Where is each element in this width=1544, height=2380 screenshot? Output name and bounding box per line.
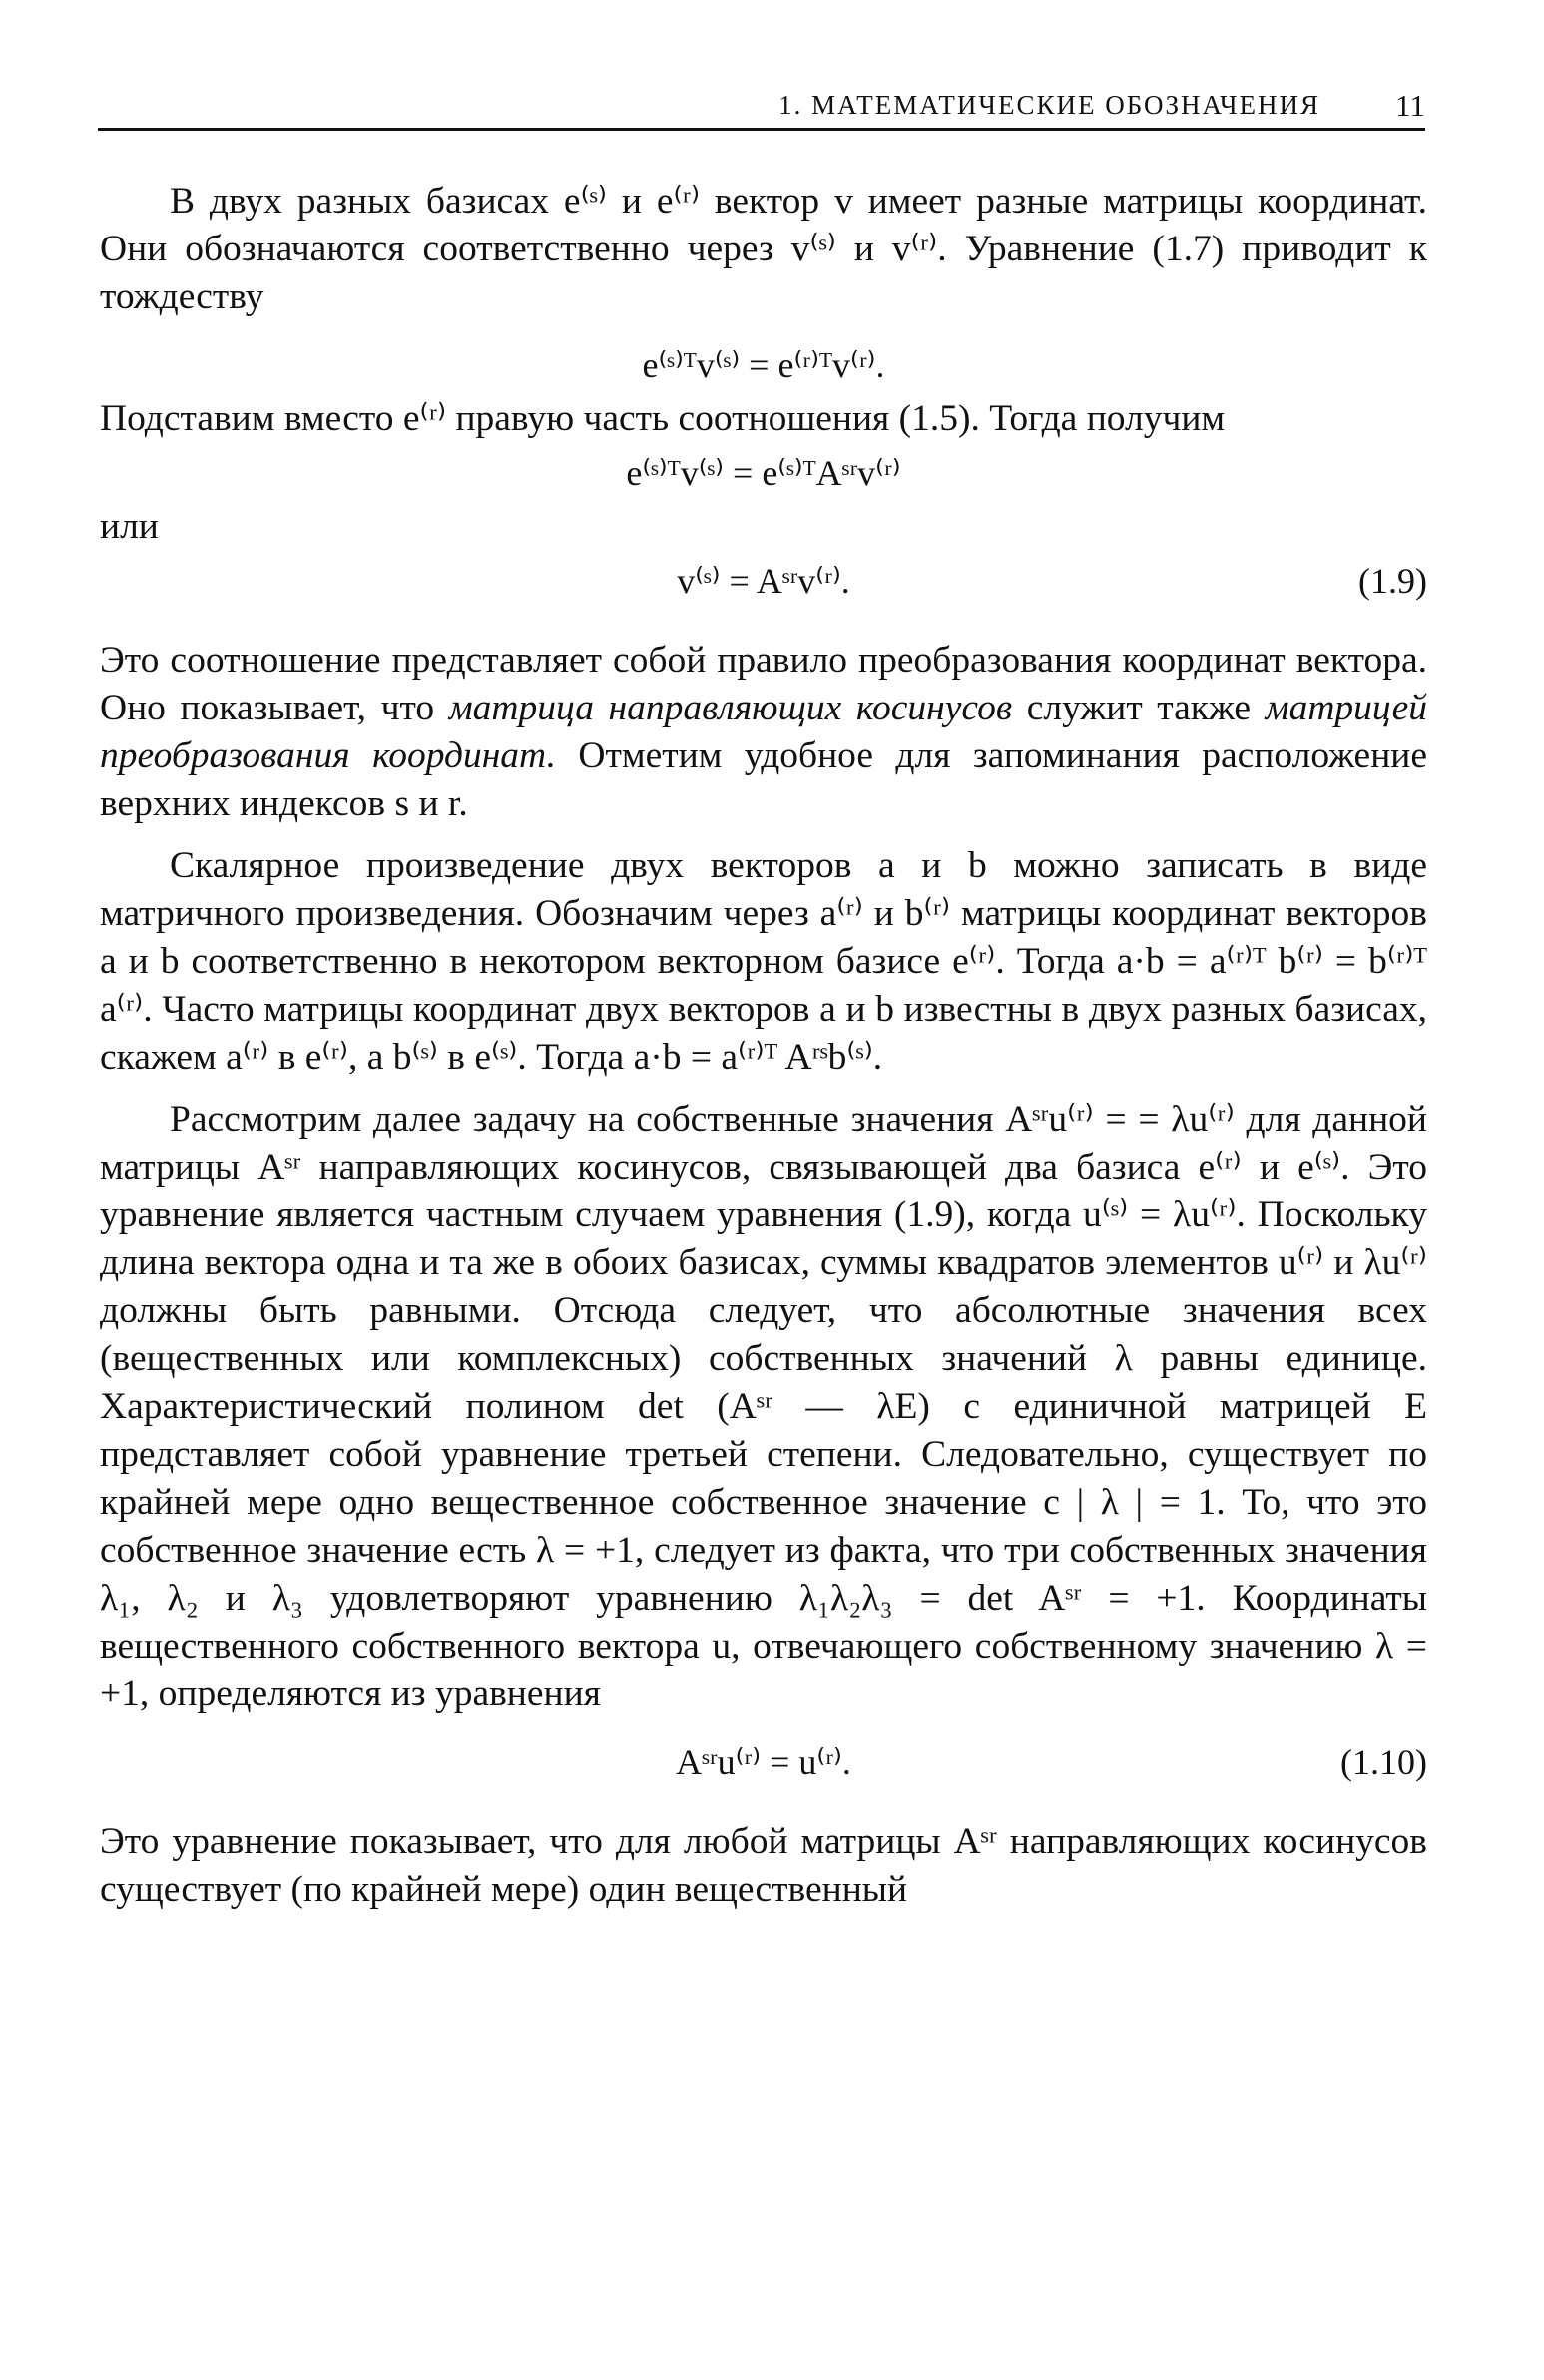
equation-substitution-expr: e⁽ˢ⁾ᵀv⁽ˢ⁾ = e⁽ˢ⁾ᵀAˢʳv⁽ʳ⁾: [626, 453, 901, 493]
chapter-title: 1. МАТЕМАТИЧЕСКИЕ ОБОЗНАЧЕНИЯ: [778, 90, 1320, 120]
paragraph-1: В двух разных базисах e⁽ˢ⁾ и e⁽ʳ⁾ вектор v имеет разные матрицы координат. Они обозначаются соответственно через v⁽ˢ⁾ и v⁽ʳ⁾. Уравнение (1.7) приводит к тождеству: [100, 181, 1427, 317]
emphasis-direction-cosines: матрица направляющих косинусов: [448, 688, 1013, 728]
equation-number-1-9: (1.9): [1358, 561, 1427, 601]
paragraph-4: Это соотношение представляет собой правило преобразования координат вектора. Оно показывает, что матрица направляющих косинусов служит также матрицей преобразования координат. Отметим удобное для запоминания расположение верхних индексов s и r.: [100, 640, 1427, 824]
paragraph-or: или: [100, 506, 159, 547]
equation-substitution: [100, 443, 1427, 503]
paragraph-5: Скалярное произведение двух векторов a и b можно записать в виде матричного произведения. Обозначим через a⁽ʳ⁾ и b⁽ʳ⁾ матрицы координат векторов a и b соответственно в некотором векторном базисе e⁽ʳ⁾. Тогда a·b = a⁽ʳ⁾ᵀ b⁽ʳ⁾ = b⁽ʳ⁾ᵀ a⁽ʳ⁾. Часто матрицы координат двух векторов a и b известны в двух разных базисах, скажем a⁽ʳ⁾ в e⁽ʳ⁾, а b⁽ˢ⁾ в e⁽ˢ⁾. Тогда a·b = a⁽ʳ⁾ᵀ Aʳˢb⁽ˢ⁾.: [100, 845, 1427, 1078]
page-body: [100, 178, 1427, 1914]
equation-number-1-10: (1.10): [1340, 1742, 1427, 1782]
emphasis-transformation-matrix: матрицей преобразования координат.: [100, 688, 1427, 776]
equation-1-9-expr: v⁽ˢ⁾ = Aˢʳv⁽ʳ⁾.: [677, 561, 850, 601]
paragraph-7: Это уравнение показывает, что для любой матрицы Aˢʳ направляющих косинусов существует (по крайней мере) один вещественный: [100, 1821, 1427, 1910]
paragraph-6: Рассмотрим далее задачу на собственные значения Aˢʳu⁽ʳ⁾ = = λu⁽ʳ⁾ для данной матрицы Aˢʳ направляющих косинусов, связывающей два базиса e⁽ʳ⁾ и e⁽ˢ⁾. Это уравнение является частным случаем уравнения (1.9), когда u⁽ˢ⁾ = λu⁽ʳ⁾. Поскольку длина вектора одна и та же в обоих базисах, суммы квадратов элементов u⁽ʳ⁾ и λu⁽ʳ⁾ должны быть равными. Отсюда следует, что абсолютные значения всех (вещественных или комплексных) собственных значений λ равны единице. Характеристический полином det (Aˢʳ — λE) с единичной матрицей E представляет собой уравнение третьей степени. Следовательно, существует по крайней мере одно вещественное собственное значение с | λ | = 1. То, что это собственное значение есть λ = +1, следует из факта, что три собственных значения λ₁, λ₂ и λ₃ удовлетворяют уравнению λ₁λ₂λ₃ = det Aˢʳ = +1. Координаты вещественного собственного вектора u, отвечающего собственному значению λ = +1, определяются из уравнения: [100, 1099, 1427, 1714]
equation-identity-expr: e⁽ˢ⁾ᵀv⁽ˢ⁾ = e⁽ʳ⁾ᵀv⁽ʳ⁾.: [642, 345, 885, 385]
equation-identity: [100, 335, 1427, 395]
equation-1-10-expr: Aˢʳu⁽ʳ⁾ = u⁽ʳ⁾.: [676, 1742, 851, 1782]
page-number: 11: [1395, 88, 1425, 123]
paragraph-2: Подставим вместо e⁽ʳ⁾ правую часть соотношения (1.5). Тогда получим: [100, 398, 1226, 439]
equation-1-9: [100, 551, 1427, 611]
equation-1-10: [100, 1732, 1427, 1792]
running-header: [98, 88, 1425, 131]
